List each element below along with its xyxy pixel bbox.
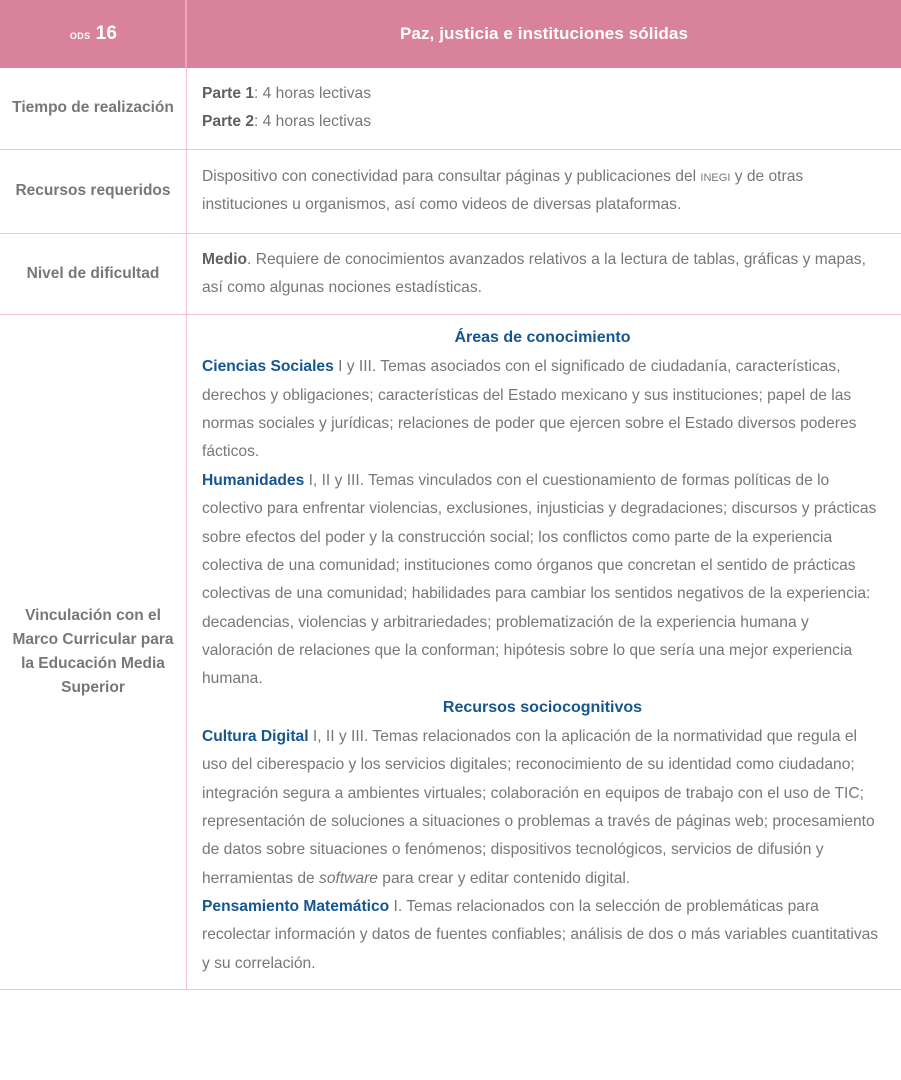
tiempo-parte2-bold: Parte 2 [202,113,255,131]
cultura-digital-italic-software: software [319,869,378,887]
row-content-vinculacion [187,315,901,989]
table-row [0,315,901,990]
ods-title: Paz, justicia e instituciones sólidas [399,24,689,43]
humanidades-text: I, II y III. Temas vinculados con el cuestionamiento de formas políticas de lo colectivo para enfrentar violencias, exclusiones, injusticias y degradaciones; discursos y prácticas sobre efectos del poder y la construcción social; los conflictos como parte de la experiencia colectiva de una comunidad; instituciones como órganos que concretan el sentido de prácticas colectivas de una comunidad; habilidades para cambiar los sentidos negativos de la experiencia: decadencias, violencias y arbitrariedades; problematización de la experiencia humana y valoración de relaciones que la conforman; hipótesis sobre lo que sería una mejor experiencia humana. [202,471,877,688]
inegi-acronym: inegi [700,167,731,185]
cultura-digital-text-1: I, II y III. Temas relacionados con la aplicación de la normatividad que regula el uso del ciberespacio y los servicios digitales; reconocimiento de su identidad como ciudadano; integración segura a ambientes virtuales; colaboración en equipos de trabajo con el uso de TIC; representación de soluciones a situaciones o problemas a través de páginas web; procesamiento de datos sobre situaciones o fenómenos; dispositivos tecnológicos, servicios de difusión y herramientas de [202,727,875,887]
nivel-bold: Medio [202,250,248,268]
table-header [0,0,901,68]
table-body [0,68,901,990]
table-row [0,234,901,316]
row-content-nivel [187,234,901,315]
row-label-vinculacion: Vinculación con el Marco Curricular para la Educación Media Superior [0,315,187,989]
ods-label-text: ods [69,27,91,42]
tiempo-parte2-rest: : 4 horas lectivas [254,113,372,131]
nivel-rest: . Requiere de conocimientos avanzados relativos a la lectura de tablas, gráficas y mapas, así como algunas nociones estadísticas. [202,250,866,296]
recursos-text-before: Dispositivo con conectividad para consultar páginas y publicaciones del [202,167,701,185]
humanidades-label: Humanidades [202,471,305,489]
tiempo-parte1 [202,80,883,108]
subheading-areas-conocimiento: Áreas de conocimiento [454,329,631,347]
tiempo-parte2 [202,108,883,136]
paragraph-humanidades [202,467,883,694]
recursos-text-after: y de otras instituciones u organismos, así como videos de diversas plataformas. [202,167,804,214]
tiempo-parte1-bold: Parte 1 [202,85,255,102]
paragraph-cultura-digital [202,723,883,893]
table-row [0,150,901,234]
cultura-digital-label: Cultura Digital [202,727,309,745]
paragraph-pensamiento-matematico [202,893,883,978]
row-label-nivel: Nivel de dificultad [0,234,187,315]
ciencias-sociales-label: Ciencias Sociales [202,358,334,376]
pensamiento-matematico-text: I. Temas relacionados con la selección de problemáticas para recolectar información y datos de fuentes confiables; análisis de dos o más variables cuantitativas y su correlación. [202,898,879,972]
ods-label [70,23,117,45]
paragraph-ciencias-sociales [202,353,883,467]
ods-badge-cell [0,0,187,68]
row-label-recursos: Recursos requeridos [0,150,187,233]
row-content-recursos [187,150,901,233]
subheading-recursos-sociocognitivos: Recursos sociocognitivos [442,698,643,716]
row-content-tiempo [187,68,901,149]
tiempo-parte1-rest: : 4 horas lectivas [254,85,372,102]
nivel-text [202,246,883,303]
ods-number: 16 [95,23,118,44]
pensamiento-matematico-label: Pensamiento Matemático [202,898,390,915]
ciencias-sociales-text: I y III. Temas asociados con el significado de ciudadanía, características, derechos y obligaciones; características del Estado mexicano y sus instituciones; papel de las normas sociales y jurídicas; relaciones de poder que ejercen sobre el Estado diversos poderes fácticos. [202,358,857,461]
table-row [0,68,901,150]
row-label-tiempo: Tiempo de realización [0,68,187,149]
recursos-text [202,163,883,220]
cultura-digital-text-2: para crear y editar contenido digital. [377,869,631,887]
